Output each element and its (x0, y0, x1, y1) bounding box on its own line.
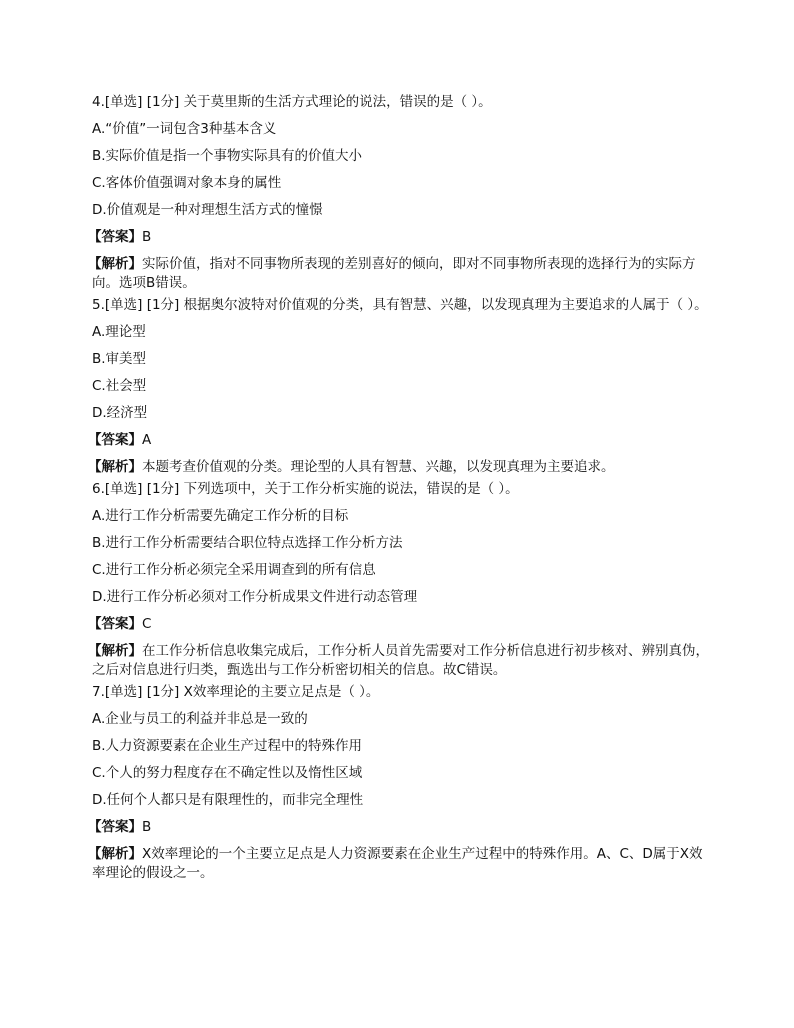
option-c: C.个人的努力程度存在不确定性以及惰性区域 (92, 765, 363, 781)
question-block (88, 683, 712, 883)
answer-line (88, 228, 712, 247)
option-d: D.经济型 (92, 405, 148, 421)
option-a: A.“价值”一词包含3种基本含义 (92, 121, 277, 137)
option-c: C.进行工作分析必须完全采用调查到的所有信息 (92, 562, 376, 578)
option-a: A.进行工作分析需要先确定工作分析的目标 (92, 508, 349, 524)
question-stem: 5.[单选] [1分] 根据奥尔波特对价值观的分类，具有智慧、兴趣，以发现真理为主要追求的人属于（ ）。 (92, 297, 708, 313)
answer-line (88, 615, 712, 634)
answer-tag: 【答案】 (88, 616, 142, 632)
analysis-tag: 【解析】 (88, 459, 142, 475)
analysis-line (88, 642, 712, 680)
exam-page (88, 93, 712, 886)
analysis-text: 本题考查价值观的分类。理论型的人具有智慧、兴趣，以发现真理为主要追求。 (142, 459, 615, 475)
answer-line (88, 818, 712, 837)
analysis-line (88, 458, 712, 477)
question-stem: 4.[单选] [1分] 关于莫里斯的生活方式理论的说法，错误的是（ ）。 (92, 94, 492, 110)
answer-tag: 【答案】 (88, 819, 142, 835)
answer-tag: 【答案】 (88, 229, 142, 245)
option-b: B.进行工作分析需要结合职位特点选择工作分析方法 (92, 535, 403, 551)
answer-value: B (142, 819, 152, 835)
option-c: C.社会型 (92, 378, 147, 394)
analysis-line (88, 255, 712, 293)
option-d: D.任何个人都只是有限理性的，而非完全理性 (92, 792, 364, 808)
analysis-text: X效率理论的一个主要立足点是人力资源要素在企业生产过程中的特殊作用。A、C、D属于X效率理论的假设之一。 (92, 846, 703, 881)
option-b: B.人力资源要素在企业生产过程中的特殊作用 (92, 738, 363, 754)
answer-line (88, 431, 712, 450)
answer-value: A (142, 432, 152, 448)
answer-tag: 【答案】 (88, 432, 142, 448)
analysis-text: 在工作分析信息收集完成后，工作分析人员首先需要对工作分析信息进行初步核对、辨别真伪，之后对信息进行归类，甄选出与工作分析密切相关的信息。故C错误。 (92, 643, 709, 678)
question-block (88, 93, 712, 293)
analysis-text: 实际价值，指对不同事物所表现的差别喜好的倾向，即对不同事物所表现的选择行为的实际方向。选项B错误。 (92, 256, 696, 291)
answer-value: C (142, 616, 152, 632)
question-stem: 7.[单选] [1分] X效率理论的主要立足点是（ ）。 (92, 684, 380, 700)
option-c: C.客体价值强调对象本身的属性 (92, 175, 282, 191)
option-d: D.进行工作分析必须对工作分析成果文件进行动态管理 (92, 589, 418, 605)
answer-value: B (142, 229, 152, 245)
option-a: A.理论型 (92, 324, 146, 340)
option-b: B.审美型 (92, 351, 147, 367)
analysis-line (88, 845, 712, 883)
analysis-tag: 【解析】 (88, 643, 142, 659)
option-b: B.实际价值是指一个事物实际具有的价值大小 (92, 148, 363, 164)
question-stem: 6.[单选] [1分] 下列选项中，关于工作分析实施的说法，错误的是（ ）。 (92, 481, 519, 497)
option-d: D.价值观是一种对理想生活方式的憧憬 (92, 202, 323, 218)
analysis-tag: 【解析】 (88, 256, 142, 272)
question-block (88, 296, 712, 477)
analysis-tag: 【解析】 (88, 846, 142, 862)
option-a: A.企业与员工的利益并非总是一致的 (92, 711, 308, 727)
question-block (88, 480, 712, 680)
